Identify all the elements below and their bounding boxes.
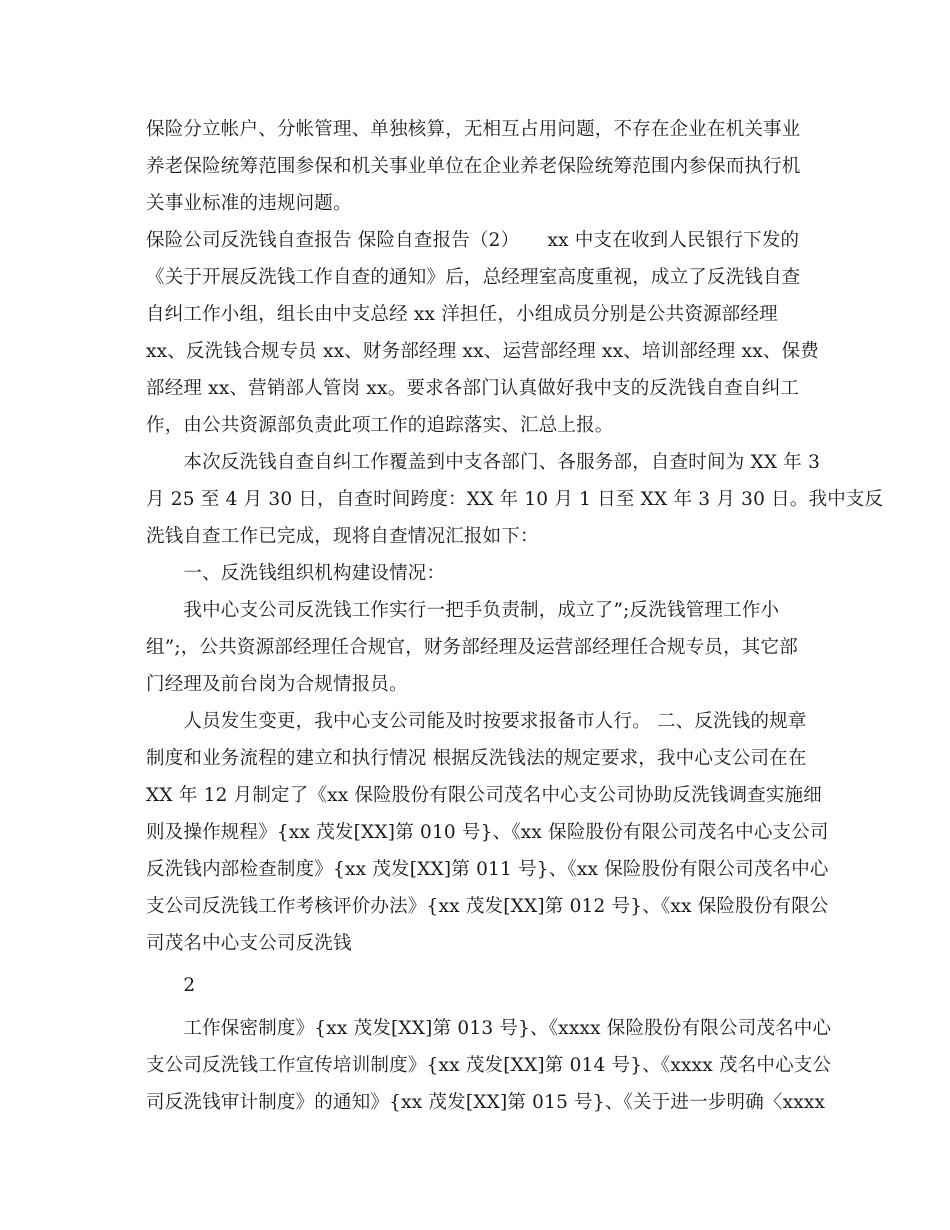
text-line: 组”;，公共资源部经理任合规官，财务部经理及运营部经理任合规专员，其它部: [146, 637, 798, 658]
text-line: 工作保密制度》{xx 茂发[XX]第 013 号}、《xxxx 保险股份有限公司茂名中心: [146, 1018, 832, 1039]
text-line: xx、反洗钱合规专员 xx、财务部经理 xx、运营部经理 xx、培训部经理 xx、保费: [146, 341, 819, 362]
text-line: 关事业标准的违规问题。: [146, 193, 352, 214]
text-line: 人员发生变更，我中心支公司能及时按要求报备市人行。 二、反洗钱的规章: [146, 711, 807, 732]
text-line: 《关于开展反洗钱工作自查的通知》后，总经理室高度重视，成立了反洗钱自查: [146, 267, 801, 288]
text-line: 制度和业务流程的建立和执行情况 根据反洗钱法的规定要求，我中心支公司在在: [146, 748, 807, 769]
text-line: 一、反洗钱组织机构建设情况：: [146, 563, 446, 584]
text-line: 保险公司反洗钱自查报告 保险自查报告（2） xx 中支在收到人民银行下发的: [146, 230, 800, 251]
text-line: 我中心支公司反洗钱工作实行一把手负责制，成立了”;反洗钱管理工作小: [146, 600, 780, 621]
text-line: 司反洗钱审计制度》的通知》{xx 茂发[XX]第 015 号}、《关于进一步明确〈xxxx: [146, 1092, 826, 1113]
text-line: 司茂名中心支公司反洗钱: [146, 933, 352, 954]
text-line: XX 年 12 月制定了《xx 保险股份有限公司茂名中心支公司协助反洗钱调查实施细: [146, 785, 822, 806]
text-line: 养老保险统筹范围参保和机关事业单位在企业养老保险统筹范围内参保而执行机: [146, 156, 801, 177]
text-line: 保险分立帐户、分帐管理、单独核算，无相互占用问题，不存在企业在机关事业: [146, 119, 801, 140]
page-number: 2: [146, 975, 196, 996]
text-line: 则及操作规程》{xx 茂发[XX]第 010 号}、《xx 保险股份有限公司茂名中心支公司: [146, 822, 829, 843]
text-line: 月 25 至 4 月 30 日，自查时间跨度：XX 年 10 月 1 日至 XX 年 3 月 30 日。我中支反: [146, 489, 884, 510]
text-line: 部经理 xx、营销部人管岗 xx。要求各部门认真做好我中支的反洗钱自查自纠工: [146, 378, 800, 399]
text-line: 反洗钱内部检查制度》{xx 茂发[XX]第 011 号}、《xx 保险股份有限公司茂名中心: [146, 859, 829, 880]
text-line: 洗钱自查工作已完成，现将自查情况汇报如下：: [146, 526, 539, 547]
text-line: 支公司反洗钱工作考核评价办法》{xx 茂发[XX]第 012 号}、《xx 保险股份有限公: [146, 896, 829, 917]
text-line: 门经理及前台岗为合规情报员。: [146, 674, 408, 695]
text-line: 作，由公共资源部负责此项工作的追踪落实、汇总上报。: [146, 415, 614, 436]
text-line: 本次反洗钱自查自纠工作覆盖到中支各部门、各服务部，自查时间为 XX 年 3: [146, 452, 821, 473]
text-line: 自纠工作小组，组长由中支总经 xx 洋担任，小组成员分别是公共资源部经理: [146, 304, 778, 325]
text-line: 支公司反洗钱工作宣传培训制度》{xx 茂发[XX]第 014 号}、《xxxx 茂名中心支公: [146, 1055, 832, 1076]
